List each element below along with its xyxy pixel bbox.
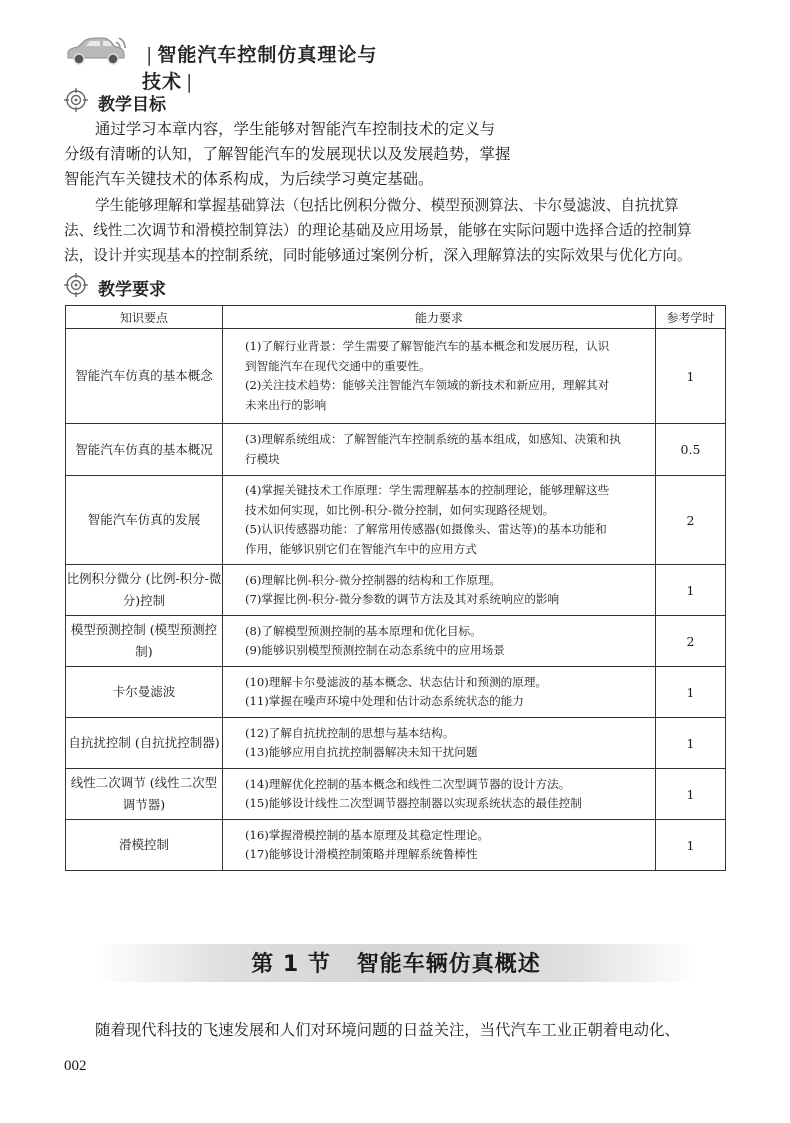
ability-line: (10)理解卡尔曼滤波的基本概念、状态估计和预测的原理。 <box>245 674 548 689</box>
paragraph-line: 法，设计并实现基本的控制系统，同时能够通过案例分析，深入理解算法的实际效果与优化方向。 <box>64 247 692 264</box>
objectives-heading-text: 教学目标 <box>98 95 166 115</box>
ability-cell <box>223 476 656 565</box>
knowledge-text: 智能汽车仿真的基本概念 <box>75 368 213 383</box>
hours-cell: 1 <box>656 820 726 871</box>
table-row <box>66 616 726 667</box>
ability-line: (13)能够应用自抗扰控制器解决未知干扰问题 <box>245 745 478 759</box>
table-row <box>66 329 726 424</box>
knowledge-text: 滑模控制 <box>118 837 169 852</box>
header-separator: | <box>186 71 194 93</box>
knowledge-cell <box>66 329 223 424</box>
table-row <box>66 667 726 718</box>
requirements-table <box>65 305 726 871</box>
table-row <box>66 476 726 565</box>
table-row <box>66 424 726 476</box>
target-icon <box>64 273 88 297</box>
ability-line: 作用，能够识别它们在智能汽车中的应用方式 <box>245 541 477 556</box>
hours-cell: 1 <box>656 667 726 718</box>
knowledge-text: 比例积分微分 <box>66 571 142 586</box>
paragraph-line: 法、线性二次调节和滑模控制算法）的理论基础及应用场景，能够在实际问题中选择合适的控制算 <box>64 222 692 239</box>
ability-cell <box>223 769 656 820</box>
ability-line: (4)掌握关键技术工作原理：学生需理解基本的控制理论，能够理解这些 <box>245 483 610 497</box>
running-header <box>64 32 384 93</box>
ability-line: 技术如何实现，如比例-积分-微分控制，如何实现路径规划。 <box>245 502 555 517</box>
ability-line: 行模块 <box>245 451 280 466</box>
column-header-hours: 参考学时 <box>656 306 726 329</box>
ability-line: (3)理解系统组成：了解智能汽车控制系统的基本组成，如感知、决策和执 <box>245 432 621 446</box>
ability-cell <box>223 565 656 616</box>
ability-line: (5)认识传感器功能：了解常用传感器(如摄像头、雷达等)的基本功能和 <box>245 522 607 536</box>
knowledge-text: (自抗扰控制器) <box>134 735 220 750</box>
ability-cell <box>223 424 656 476</box>
paragraph-line: 随着现代科技的飞速发展和人们对环境问题的日益关注，当代汽车工业正朝着电动化、 <box>95 1021 680 1039</box>
column-header-ability: 能力要求 <box>223 306 656 329</box>
knowledge-cell <box>66 769 223 820</box>
target-icon <box>64 88 88 112</box>
knowledge-text: 卡尔曼滤波 <box>112 684 176 699</box>
table-row <box>66 718 726 769</box>
table-row <box>66 820 726 871</box>
ability-line: (16)掌握滑模控制的基本原理及其稳定性理论。 <box>245 827 490 842</box>
ability-line: (14)理解优化控制的基本概念和线性二次型调节器的设计方法。 <box>245 776 571 791</box>
objectives-paragraph-1 <box>64 117 724 192</box>
section-banner <box>96 944 696 982</box>
ability-line: (9)能够识别模型预测控制在动态系统中的应用场景 <box>245 643 505 657</box>
paragraph-line: 分级有清晰的认知，了解智能汽车的发展现状以及发展趋势，掌握 <box>64 145 511 163</box>
paragraph-line: 通过学习本章内容，学生能够对智能汽车控制技术的定义与 <box>95 120 496 138</box>
hours-cell: 1 <box>656 718 726 769</box>
column-header-knowledge: 知识要点 <box>66 306 223 329</box>
ability-line: (15)能够设计线性二次型调节器控制器以实现系统状态的最佳控制 <box>245 796 582 810</box>
ability-line: (1)了解行业背景：学生需要了解智能汽车的基本概念和发展历程，认识 <box>245 339 610 353</box>
knowledge-text: 智能汽车仿真的发展 <box>87 512 201 527</box>
requirements-heading-text: 教学要求 <box>98 280 166 300</box>
page-number: 002 <box>64 1058 87 1074</box>
objectives-paragraph-2 <box>64 193 724 268</box>
ability-line: (7)掌握比例-积分-微分参数的调节方法及其对系统响应的影响 <box>245 592 560 606</box>
ability-line: (2)关注技术趋势：能够关注智能汽车领域的新技术和新应用，理解其对 <box>245 378 610 392</box>
hours-cell: 1 <box>656 769 726 820</box>
connected-car-icon <box>64 36 130 66</box>
knowledge-cell <box>66 616 223 667</box>
knowledge-cell <box>66 718 223 769</box>
knowledge-text: (模型预测控制) <box>135 622 218 659</box>
body-paragraph <box>64 1018 724 1043</box>
ability-cell <box>223 329 656 424</box>
paragraph-line: 学生能够理解和掌握基础算法（包括比例积分微分、模型预测算法、卡尔曼滤波、自抗扰算 <box>95 197 679 214</box>
knowledge-text: (比例-积分-微分)控制 <box>122 571 222 608</box>
hours-cell: 2 <box>656 476 726 565</box>
hours-cell: 2 <box>656 616 726 667</box>
section-title: 第 1 节 智能车辆仿真概述 <box>251 952 541 977</box>
knowledge-text: 线性二次调节 <box>70 775 146 790</box>
table-row <box>66 565 726 616</box>
knowledge-text: 模型预测控制 <box>70 622 146 637</box>
ability-line: (8)了解模型预测控制的基本原理和优化目标。 <box>245 623 482 638</box>
knowledge-cell <box>66 476 223 565</box>
book-title-text: 智能汽车控制仿真理论与技术 <box>142 44 378 93</box>
ability-line: (11)掌握在噪声环境中处理和估计动态系统状态的能力 <box>245 694 524 708</box>
knowledge-text: (线性二次型调节器) <box>122 775 218 812</box>
hours-cell: 0.5 <box>656 424 726 476</box>
ability-cell <box>223 820 656 871</box>
hours-cell: 1 <box>656 329 726 424</box>
ability-line: 未来出行的影响 <box>245 397 327 412</box>
ability-cell <box>223 616 656 667</box>
hours-cell: 1 <box>656 565 726 616</box>
knowledge-cell <box>66 424 223 476</box>
ability-cell <box>223 718 656 769</box>
paragraph-line: 智能汽车关键技术的体系构成，为后续学习奠定基础。 <box>64 170 434 188</box>
ability-cell <box>223 667 656 718</box>
ability-line: (6)理解比例-积分-微分控制器的结构和工作原理。 <box>245 572 502 587</box>
ability-line: (12)了解自抗扰控制的思想与基本结构。 <box>245 725 455 740</box>
knowledge-cell <box>66 565 223 616</box>
knowledge-text: 智能汽车仿真的基本概况 <box>75 441 213 457</box>
header-separator: | <box>146 44 154 66</box>
knowledge-cell <box>66 667 223 718</box>
book-title <box>142 40 384 94</box>
table-row <box>66 769 726 820</box>
knowledge-cell <box>66 820 223 871</box>
ability-line: (17)能够设计滑模控制策略并理解系统鲁棒性 <box>245 847 478 861</box>
ability-line: 到智能汽车在现代交通中的重要性。 <box>245 358 431 373</box>
table-header-row <box>66 306 726 329</box>
knowledge-text: 自抗扰控制 <box>68 735 131 750</box>
